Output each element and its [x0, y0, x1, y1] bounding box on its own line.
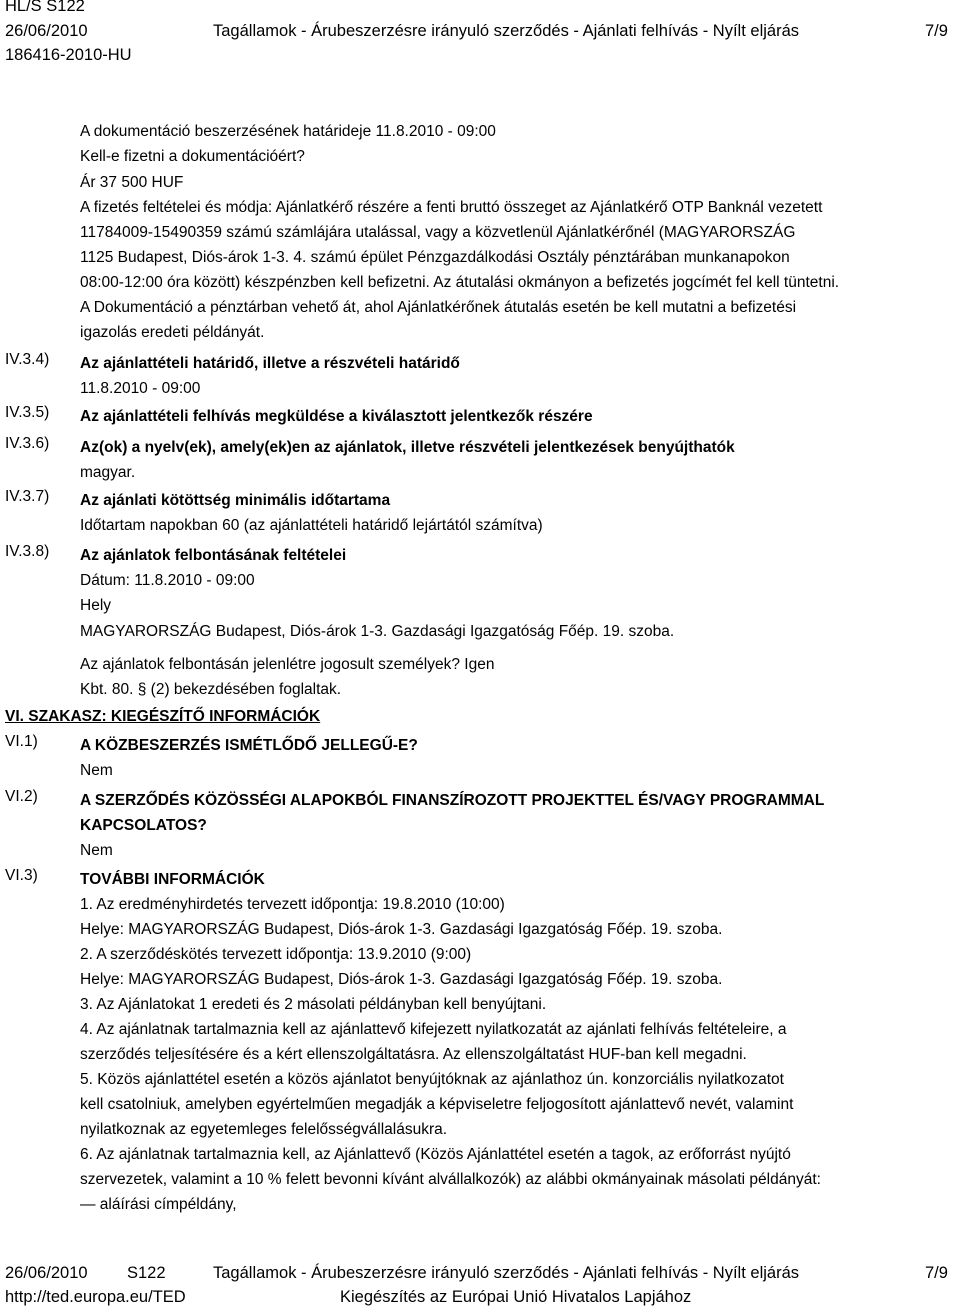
section-title: Az(ok) a nyelv(ek), amely(ek)en az ajánlatok, illetve részvételi jelentkezések benyújthatók	[80, 439, 735, 456]
section-label: IV.3.6)	[5, 435, 50, 452]
price: Ár 37 500 HUF	[80, 174, 184, 191]
section-title: Az ajánlattételi határidő, illetve a részvételi határidő	[80, 355, 460, 372]
info-line: szervezetek, valamint a 10 % felett bevonni kívánt alvállalkozók) az alábbi okmányainak másolati példányát:	[80, 1171, 821, 1188]
footer-series: S122	[127, 1264, 166, 1282]
info-line: 6. Az ajánlatnak tartalmaznia kell, az Ajánlattevő (Közös Ajánlattétel esetén a tagok, az erőforrást nyújtó	[80, 1146, 791, 1163]
info-line: Helye: MAGYARORSZÁG Budapest, Diós-árok 1-3. Gazdasági Igazgatóság Főép. 19. szoba.	[80, 921, 723, 938]
section-label: VI.3)	[5, 867, 38, 884]
place-value: MAGYARORSZÁG Budapest, Diós-árok 1-3. Gazdasági Igazgatóság Főép. 19. szoba.	[80, 623, 675, 640]
section-value: magyar.	[80, 464, 136, 481]
doc-deadline: A dokumentáció beszerzésének határideje 11.8.2010 - 09:00	[80, 123, 496, 140]
pay-terms-line: igazolás eredeti példányát.	[80, 324, 265, 341]
footer-publisher: Kiegészítés az Európai Unió Hivatalos Lapjához	[340, 1288, 692, 1306]
section-title: TOVÁBBI INFORMÁCIÓK	[80, 871, 265, 888]
info-line: nyilatkoznak az egyetemleges felelősségvállalásukra.	[80, 1121, 448, 1138]
pay-terms-line: 1125 Budapest, Diós-árok 1-3. 4. számú épület Pénzgazdálkodási Osztály pénztárában munkanapokon	[80, 249, 790, 266]
footer-url[interactable]: http://ted.europa.eu/TED	[5, 1288, 186, 1306]
info-line: 3. Az Ajánlatokat 1 eredeti és 2 másolati példányban kell benyújtani.	[80, 996, 547, 1013]
section-label: IV.3.4)	[5, 351, 50, 368]
section-value: 11.8.2010 - 09:00	[80, 380, 201, 397]
header-date: 26/06/2010	[5, 22, 88, 40]
section-label: IV.3.8)	[5, 543, 50, 560]
pay-terms-line: A Dokumentáció a pénztárban vehető át, ahol Ajánlatkérőnek átutalás esetén be kell mutatni a befizetési	[80, 299, 797, 316]
header-title: Tagállamok - Árubeszerzésre irányuló szerződés - Ajánlati felhívás - Nyílt eljárás	[213, 22, 799, 40]
section-label: IV.3.5)	[5, 404, 50, 421]
section-title: Az ajánlati kötöttség minimális időtartama	[80, 492, 391, 509]
header-series: HL/S S122	[5, 0, 85, 15]
section-label: VI.1)	[5, 733, 38, 750]
section-title: Az ajánlattételi felhívás megküldése a kiválasztott jelentkezők részére	[80, 408, 593, 425]
info-line: 2. A szerződéskötés tervezett időpontja: 13.9.2010 (9:00)	[80, 946, 472, 963]
info-line: 4. Az ajánlatnak tartalmaznia kell az ajánlattevő kifejezett nyilatkozatát az ajánlati felhívás feltételeire, a	[80, 1021, 787, 1038]
opening-persons: Az ajánlatok felbontásán jelenlétre jogosult személyek? Igen	[80, 656, 495, 673]
section-value: Időtartam napokban 60 (az ajánlattételi határidő lejártától számítva)	[80, 517, 543, 534]
footer-page: 7/9	[925, 1264, 948, 1282]
pay-terms-line: 11784009-15490359 számú számlájára utalással, vagy a közvetlenül Ajánlatkérőnél (MAGYARORSZÁG	[80, 224, 796, 241]
opening-date: Dátum: 11.8.2010 - 09:00	[80, 572, 255, 589]
place-label: Hely	[80, 597, 112, 614]
info-line: 5. Közös ajánlattétel esetén a közös ajánlatot benyújtóknak az ajánlathoz ún. konzorciális nyilatkozatot	[80, 1071, 784, 1088]
header-doc-id: 186416-2010-HU	[5, 46, 132, 64]
section-title: A SZERZŐDÉS KÖZÖSSÉGI ALAPOKBÓL FINANSZÍROZOTT PROJEKTTEL ÉS/VAGY PROGRAMMAL	[80, 792, 825, 809]
section-value: Nem	[80, 762, 113, 779]
info-line: Helye: MAGYARORSZÁG Budapest, Diós-árok 1-3. Gazdasági Igazgatóság Főép. 19. szoba.	[80, 971, 723, 988]
section-title: Az ajánlatok felbontásának feltételei	[80, 547, 347, 564]
pay-question: Kell-e fizetni a dokumentációért?	[80, 148, 305, 165]
section-title: A KÖZBESZERZÉS ISMÉTLŐDŐ JELLEGŰ-E?	[80, 737, 418, 754]
section-label: IV.3.7)	[5, 488, 50, 505]
info-line: 1. Az eredményhirdetés tervezett időpontja: 19.8.2010 (10:00)	[80, 896, 505, 913]
section-label: VI.2)	[5, 788, 38, 805]
section-title: KAPCSOLATOS?	[80, 817, 207, 834]
kbt-reference: Kbt. 80. § (2) bekezdésében foglaltak.	[80, 681, 342, 698]
section-value: Nem	[80, 842, 113, 859]
section-heading: VI. SZAKASZ: KIEGÉSZÍTŐ INFORMÁCIÓK	[5, 708, 321, 725]
footer-date: 26/06/2010	[5, 1264, 88, 1282]
info-line: — aláírási címpéldány,	[80, 1196, 237, 1213]
pay-terms-line: 08:00-12:00 óra között) készpénzben kell befizetni. Az átutalási okmányon a befizetés jogcímét fel kell tüntetni.	[80, 274, 840, 291]
pay-terms-line: A fizetés feltételei és módja: Ajánlatkérő részére a fenti bruttó összeget az Ajánlatkérő OTP Banknál vezetett	[80, 199, 823, 216]
footer-title: Tagállamok - Árubeszerzésre irányuló szerződés - Ajánlati felhívás - Nyílt eljárás	[213, 1264, 799, 1282]
header-page: 7/9	[925, 22, 948, 40]
info-line: szerződés teljesítésére és a kért ellenszolgáltatásra. Az ellenszolgáltatást HUF-ban kell megadni.	[80, 1046, 747, 1063]
info-line: kell csatolniuk, amelyben egyértelműen megadják a képviseletre feljogosított ajánlattevő nevét, valamint	[80, 1096, 794, 1113]
